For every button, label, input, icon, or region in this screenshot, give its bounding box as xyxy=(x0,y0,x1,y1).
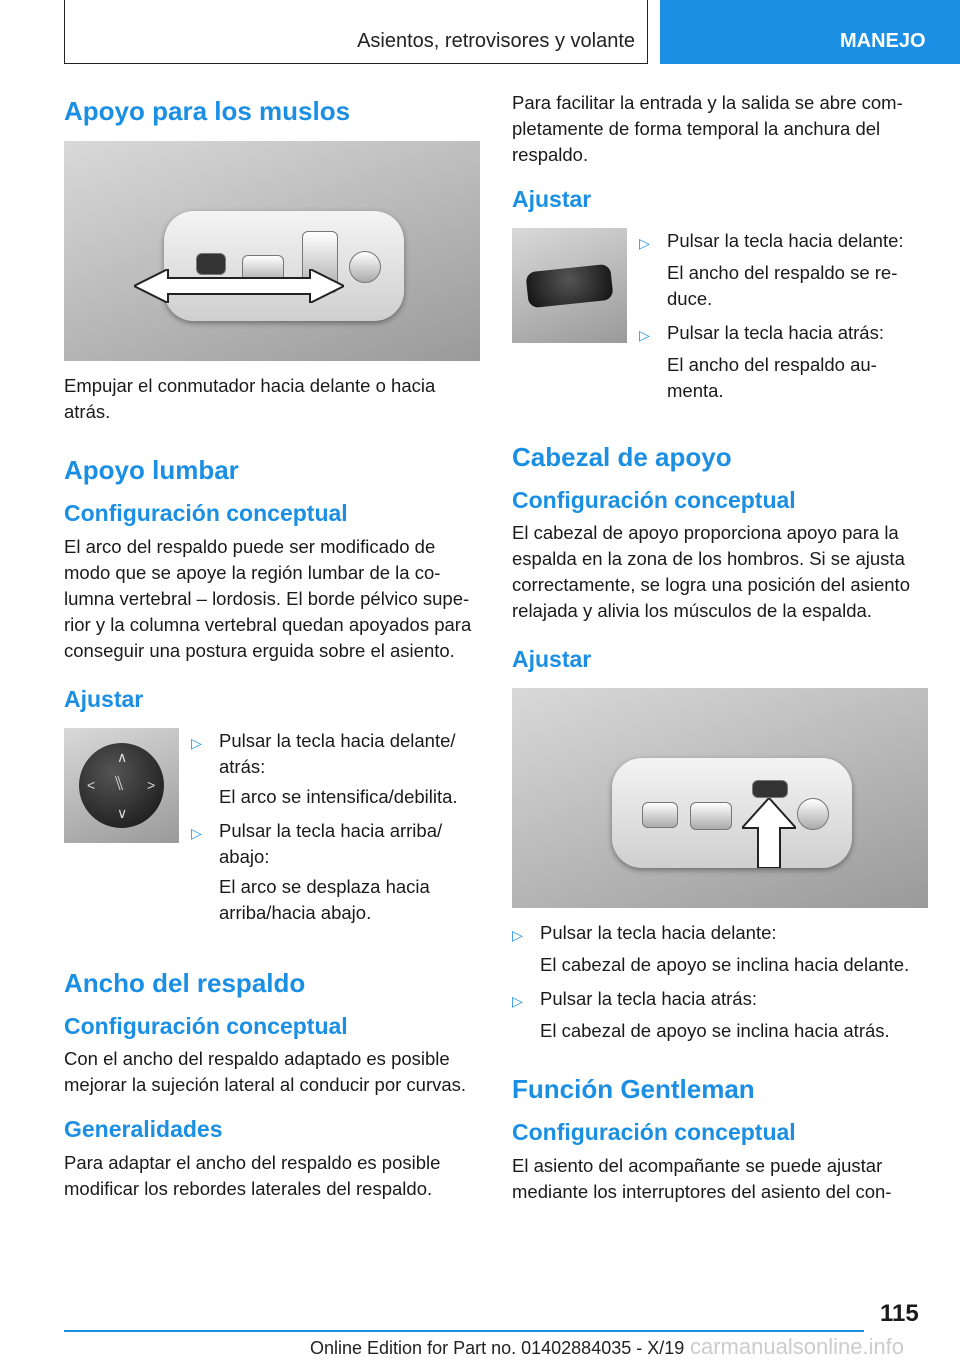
thigh-support-image xyxy=(64,141,480,361)
list-item-result: El cabezal de apoyo se inclina hacia delante. xyxy=(540,953,910,975)
list-item-result: El ancho del respaldo au-menta. xyxy=(667,353,877,401)
list-item-result: El arco se desplaza hacia arriba/hacia abajo. xyxy=(219,875,430,923)
triangle-bullet-icon: ▷ xyxy=(512,926,523,943)
list-item: ▷ Pulsar la tecla hacia delante: xyxy=(512,920,928,948)
heading-general: Generalidades xyxy=(64,1116,223,1143)
list-item: ▷ Pulsar la tecla hacia delante: xyxy=(639,228,928,256)
heading-lumbar: Apoyo lumbar xyxy=(64,455,239,486)
list-item: ▷ Pulsar la tecla hacia arriba/ abajo: xyxy=(191,818,480,870)
thigh-support-text: Empujar el conmutador hacia delante o hacia atrás. xyxy=(64,375,436,423)
triangle-bullet-icon: ▷ xyxy=(191,824,202,841)
chevron-down-icon: ∨ xyxy=(117,804,128,821)
lumbar-knob xyxy=(349,251,381,283)
left-column xyxy=(64,96,480,1216)
heading-lumbar-adjust: Ajustar xyxy=(64,685,144,712)
header-section-box xyxy=(64,0,648,64)
list-item: ▷ Pulsar la tecla hacia atrás: xyxy=(512,986,928,1014)
chevron-up-icon: ∧ xyxy=(117,748,128,765)
lumbar-adjust-block xyxy=(64,728,480,934)
footer-edition: Online Edition for Part no. 01402884035 - X/19 xyxy=(310,1338,685,1358)
list-item-result: El cabezal de apoyo se inclina hacia atrás. xyxy=(540,1019,890,1041)
heading-thigh-support: Apoyo para los muslos xyxy=(64,96,351,126)
heading-head-concept: Configuración conceptual xyxy=(512,486,796,513)
heading-head-adjust: Ajustar xyxy=(512,646,592,673)
head-concept-text: El cabezal de apoyo proporciona apoyo para la espalda en la zona de los hombros. Si se ajusta correctamente, se logra una posición del asiento relajada y alivia los músculos de la espalda. xyxy=(512,522,910,622)
chevron-right-icon: > xyxy=(147,776,156,793)
heading-lumbar-concept: Configuración conceptual xyxy=(64,500,348,527)
lumbar-knob xyxy=(797,798,829,830)
seat-switch-panel xyxy=(612,758,852,868)
header-chapter-label: MANEJO xyxy=(840,30,926,52)
triangle-bullet-icon: ▷ xyxy=(639,234,650,251)
header-chapter-tab[interactable] xyxy=(660,0,960,64)
lumbar-list xyxy=(191,728,480,934)
width-list xyxy=(639,228,928,412)
list-item-result: El arco se intensifica/debilita. xyxy=(219,785,458,807)
lumbar-control-image xyxy=(64,728,179,843)
width-control-image xyxy=(512,228,627,343)
triangle-bullet-icon: ▷ xyxy=(639,326,650,343)
list-item-result: El ancho del respaldo se re-duce. xyxy=(667,261,898,309)
seat-switch xyxy=(690,802,732,830)
heading-width-concept: Configuración conceptual xyxy=(64,1012,348,1039)
heading-headrest: Cabezal de apoyo xyxy=(512,441,732,472)
general-text: Para adaptar el ancho del respaldo es posible modificar los rebordes laterales del respaldo. xyxy=(64,1151,441,1199)
width-adjust-block xyxy=(512,228,928,412)
heading-gentleman-concept: Configuración conceptual xyxy=(512,1119,796,1146)
width-concept-text: Con el ancho del respaldo adaptado es posible mejorar la sujeción lateral al conducir por curvas. xyxy=(64,1048,467,1096)
double-arrow-icon xyxy=(134,269,344,303)
arrow-up-icon xyxy=(742,798,796,868)
heading-width-adjust: Ajustar xyxy=(512,186,592,212)
heading-backrest-width: Ancho del respaldo xyxy=(64,967,306,998)
watermark: carmanualsonline.info xyxy=(690,1334,905,1359)
heading-gentleman: Función Gentleman xyxy=(512,1073,755,1104)
lumbar-control-knob xyxy=(79,743,164,828)
headrest-control-image xyxy=(512,688,928,908)
list-item: ▷ Pulsar la tecla hacia atrás: xyxy=(639,320,928,348)
page-number: 115 xyxy=(880,1300,919,1327)
right-column xyxy=(512,92,928,1219)
width-control-switch xyxy=(525,263,613,308)
seat-icon: ⑊ xyxy=(113,772,125,795)
chevron-left-icon: < xyxy=(87,776,96,793)
list-item: ▷ Pulsar la tecla hacia delante/ atrás: xyxy=(191,728,480,780)
thigh-switch xyxy=(642,802,678,828)
lumbar-concept-text: El arco del respaldo puede ser modificado de modo que se apoye la región lumbar de la co-lumna vertebral – lordosis. El borde pélvico supe-rior y la columna vertebral quedan apoyados para conseguir una postura erguida sobre el asiento. xyxy=(64,535,472,661)
triangle-bullet-icon: ▷ xyxy=(191,734,202,751)
head-list xyxy=(512,920,928,1044)
footer-divider xyxy=(64,1330,864,1332)
header-section-title: Asientos, retrovisores y volante xyxy=(357,30,635,52)
seat-switch-panel xyxy=(164,211,404,321)
headrest-switch xyxy=(752,780,788,798)
triangle-bullet-icon: ▷ xyxy=(512,992,523,1009)
gentleman-concept-text: El asiento del acompañante se puede ajustar mediante los interruptores del asiento del con- xyxy=(512,1154,892,1202)
width-continued-text: Para facilitar la entrada y la salida se abre com-pletamente de forma temporal la anchura del respaldo. xyxy=(512,92,903,165)
